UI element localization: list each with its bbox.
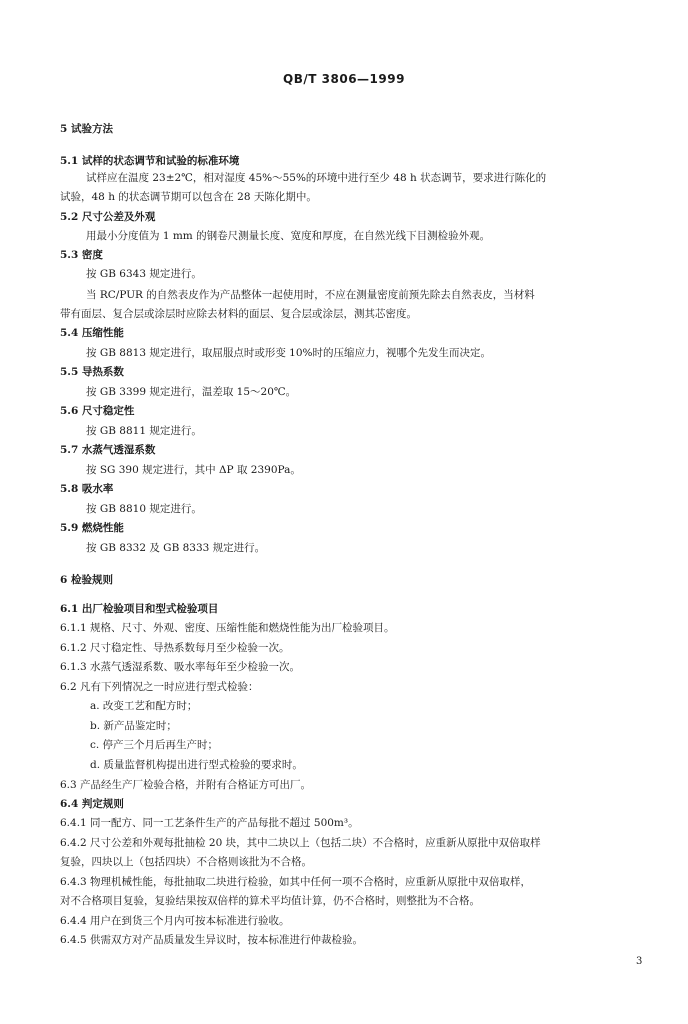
page-number: 3 — [636, 956, 643, 967]
list-item: b. 新产品鉴定时； — [90, 720, 177, 732]
clause-line: 6.4.5 供需双方对产品质量发生异议时，按本标准进行仲裁检验。 — [60, 934, 364, 946]
clause-heading: 5.8 吸水率 — [60, 483, 114, 495]
clause-line: 6.4.1 同一配方、同一工艺条件生产的产品每批不超过 500m³。 — [60, 817, 359, 829]
clause-heading: 5.9 燃烧性能 — [60, 522, 124, 534]
clause-heading: 5.5 导热系数 — [60, 366, 124, 378]
paragraph-line: 按 GB 8810 规定进行。 — [86, 503, 202, 515]
list-item: a. 改变工艺和配方时； — [90, 700, 198, 712]
paragraph-line: 按 GB 6343 规定进行。 — [86, 268, 202, 280]
clause-line: 6.4.2 尺寸公差和外观每批抽检 20 块，其中二块以上（包括二块）不合格时，应重新从原批中双倍取样 — [60, 837, 541, 849]
clause-line: 6.1.2 尺寸稳定性、导热系数每月至少检验一次。 — [60, 642, 290, 654]
standard-code-header: QB/T 3806—1999 — [283, 72, 405, 86]
clause-line: 6.1.1 规格、尺寸、外观、密度、压缩性能和燃烧性能为出厂检验项目。 — [60, 622, 395, 634]
clause-line: 6.3 产品经生产厂检验合格，并附有合格证方可出厂。 — [60, 779, 312, 791]
paragraph-line: 试验，48 h 的状态调节期可以包含在 28 天陈化期中。 — [60, 191, 317, 203]
paragraph-line: 按 GB 8811 规定进行。 — [86, 425, 202, 437]
paragraph-line: 试样应在温度 23±2℃，相对湿度 45%～55%的环境中进行至少 48 h 状态调节，要求进行陈化的 — [86, 172, 547, 184]
clause-heading: 5.7 水蒸气透湿系数 — [60, 444, 156, 456]
section-heading-6: 6 检验规则 — [60, 574, 113, 586]
clause-line: 6.2 凡有下列情况之一时应进行型式检验： — [60, 681, 259, 693]
clause-heading: 5.3 密度 — [60, 249, 103, 261]
clause-heading: 5.1 试样的状态调节和试验的标准环境 — [60, 155, 240, 167]
section-heading-5: 5 试验方法 — [60, 123, 113, 135]
clause-heading: 5.2 尺寸公差及外观 — [60, 211, 156, 223]
clause-heading: 5.6 尺寸稳定性 — [60, 405, 135, 417]
clause-heading: 6.1 出厂检验项目和型式检验项目 — [60, 603, 219, 615]
paragraph-line: 对不合格项目复验，复验结果按双倍样的算术平均值计算，仍不合格时，则整批为不合格。 — [60, 895, 480, 907]
paragraph-line: 当 RC/PUR 的自然表皮作为产品整体一起使用时，不应在测量密度前预先除去自然表皮，当材料 — [86, 289, 535, 301]
paragraph-line: 按 SG 390 规定进行，其中 ΔP 取 2390Pa。 — [86, 464, 301, 476]
paragraph-line: 按 GB 8332 及 GB 8333 规定进行。 — [86, 542, 266, 554]
clause-line: 6.1.3 水蒸气透湿系数、吸水率每年至少检验一次。 — [60, 661, 301, 673]
paragraph-line: 按 GB 8813 规定进行，取屈服点时或形变 10%时的压缩应力，视哪个先发生而决定。 — [86, 347, 492, 359]
clause-heading: 6.4 判定规则 — [60, 798, 124, 810]
paragraph-line: 带有面层、复合层或涂层时应除去材料的面层、复合层或涂层，测其芯密度。 — [60, 308, 417, 320]
paragraph-line: 复验，四块以上（包括四块）不合格则该批为不合格。 — [60, 856, 312, 868]
clause-line: 6.4.4 用户在到货三个月内可按本标准进行验收。 — [60, 915, 290, 927]
paragraph-line: 用最小分度值为 1 mm 的钢卷尺测量长度、宽度和厚度，在自然光线下目测检验外观。 — [86, 230, 491, 242]
list-item: d. 质量监督机构提出进行型式检验的要求时。 — [90, 759, 303, 771]
list-item: c. 停产三个月后再生产时； — [90, 739, 219, 751]
clause-heading: 5.4 压缩性能 — [60, 327, 124, 339]
clause-line: 6.4.3 物理机械性能，每批抽取二块进行检验，如其中任何一项不合格时，应重新从原批中双倍取样， — [60, 876, 532, 888]
paragraph-line: 按 GB 3399 规定进行，温差取 15～20℃。 — [86, 386, 297, 398]
